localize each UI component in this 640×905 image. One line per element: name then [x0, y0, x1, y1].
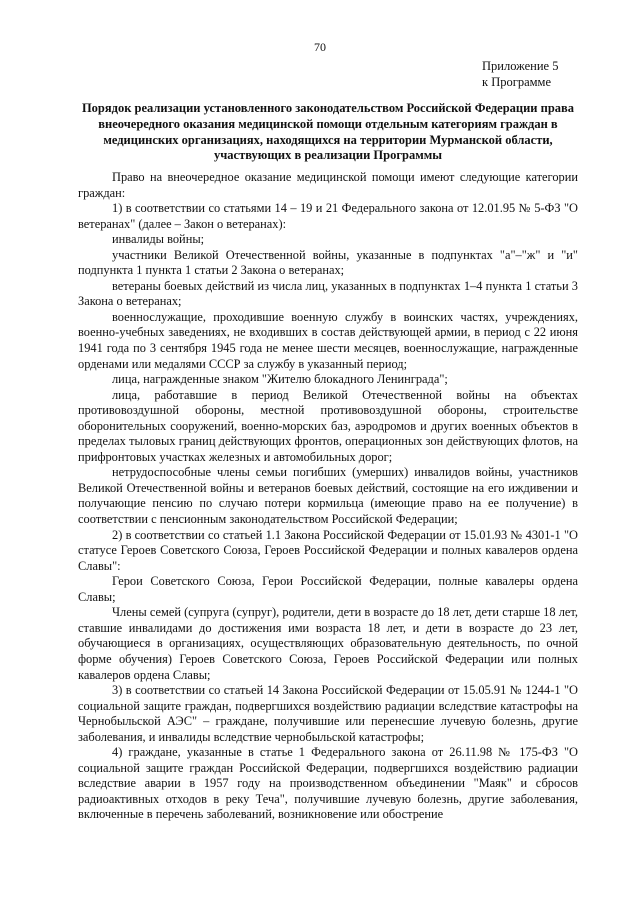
document-title: Порядок реализации установленного законодательством Российской Федерации права внеочередного оказания медицинской помощи отдельным категориям граждан в медицинских организациях, находящихся на территории Мурманской области, участвующих в реализации Программы [81, 101, 575, 163]
paragraph-intro: Право на внеочередное оказание медицинской помощи имеют следующие категории граждан: [78, 170, 578, 200]
paragraph-item-1: 1) в соответствии со статьями 14 – 19 и 21 Федерального закона от 12.01.95 № 5-ФЗ "О ветеранах" (далее – Закон о ветеранах): [78, 201, 578, 231]
paragraph: инвалиды войны; [112, 232, 205, 247]
paragraph-item-4: 4) граждане, указанные в статье 1 Федерального закона от 26.11.98 № 175-ФЗ "О социальной защите граждан Российской Федерации, подвергшихся воздействию радиации вследствие аварии в 1957 году на производственном объединении "Маяк" и сбросов радиоактивных отходов в реку Теча", получившие лучевую болезнь, другие заболевания, включенные в перечень заболеваний, возникновение или обострение [78, 745, 578, 822]
paragraph: лица, работавшие в период Великой Отечественной войны на объектах противовоздушной обороны, местной противовоздушной обороны, строительстве оборонительных сооружений, военно-морских баз, аэродромов и других военных объектов в пределах тыловых границ действующих фронтов, операционных зон действующих флотов, на прифронтовых участках железных и автомобильных дорог; [78, 387, 578, 464]
paragraph: Герои Советского Союза, Герои Российской Федерации, полные кавалеры ордена Славы; [78, 574, 578, 604]
paragraph: Члены семей (супруга (супруг), родители, дети в возрасте до 18 лет, дети старше 18 лет, ставшие инвалидами до достижения ими возраста 18 лет, и дети в возрасте до 23 лет, обучающиеся в организациях, осуществляющих образовательную деятельность, по очной форме обучения) Героев Советского Союза, Героев Российской Федерации или полных кавалеров ордена Славы; [78, 605, 578, 682]
appendix-note [482, 58, 558, 90]
appendix-line-1: Приложение 5 [482, 59, 559, 73]
paragraph: нетрудоспособные члены семьи погибших (умерших) инвалидов войны, участников Великой Отечественной войны и ветеранов боевых действий, состоящие на его иждивении и получающие пенсию по случаю потери кормильца (имеющие право на ее получение) в соответствии с пенсионным законодательством Российской Федерации; [78, 465, 578, 527]
appendix-line-2: к Программе [482, 75, 552, 89]
paragraph: лица, награжденные знаком "Жителю блокадного Ленинграда"; [112, 372, 448, 387]
paragraph-item-2: 2) в соответствии со статьей 1.1 Закона Российской Федерации от 15.01.93 № 4301-1 "О статусе Героев Советского Союза, Героев Российской Федерации и полных кавалеров ордена Славы": [78, 527, 578, 573]
paragraph: военнослужащие, проходившие военную службу в воинских частях, учреждениях, военно-учебных заведениях, не входивших в состав действующей армии, в период с 22 июня 1941 года по 3 сентября 1945 года не менее шести месяцев, военнослужащие, награжденные орденами или медалями СССР за службу в указанный период; [78, 309, 578, 371]
paragraph-item-3: 3) в соответствии со статьей 14 Закона Российской Федерации от 15.05.91 № 1244-1 "О социальной защите граждан, подвергшихся воздействию радиации вследствие катастрофы на Чернобыльской АЭС" – граждане, получившие или перенесшие лучевую болезнь, другие заболевания, и инвалиды вследствие чернобыльской катастрофы; [78, 683, 578, 744]
page-number: 70 [314, 40, 326, 54]
paragraph: ветераны боевых действий из числа лиц, указанных в подпунктах 1–4 пункта 1 статьи 3 Закона о ветеранах; [78, 278, 578, 309]
paragraph: участники Великой Отечественной войны, указанные в подпунктах "а"–"ж" и "и" подпункта 1 пункта 1 статьи 2 Закона о ветеранах; [78, 247, 578, 278]
document-body [78, 170, 578, 823]
